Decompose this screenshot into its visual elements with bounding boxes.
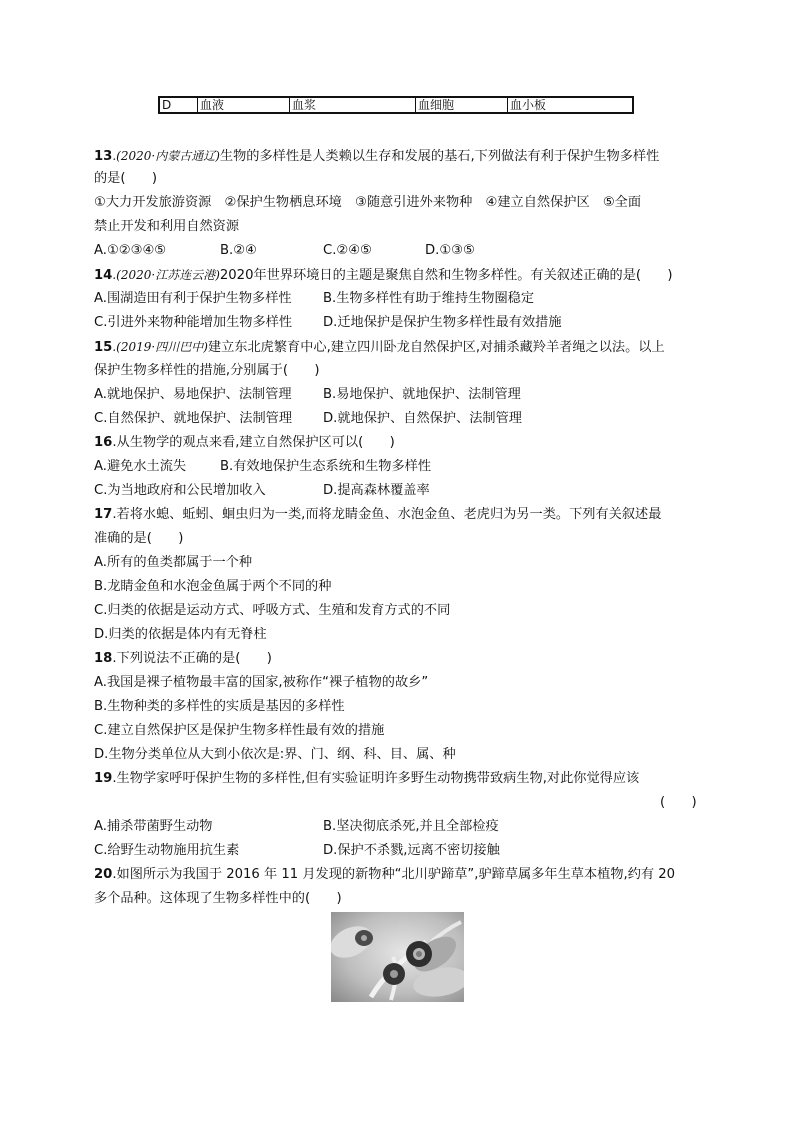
plant-photo-graphic (331, 912, 464, 1002)
option-c[interactable]: C.自然保护、就地保护、法制管理 (94, 411, 293, 426)
question-number: 19 (94, 771, 113, 786)
stem-text: 生物的多样性是人类赖以生存和发展的基石,下列做法有利于保护生物多样性 (219, 149, 660, 164)
option-a[interactable]: A.捕杀带菌野生动物 (94, 819, 213, 834)
option-b[interactable]: B.生物种类的多样性的实质是基因的多样性 (94, 699, 345, 714)
question-15-stem-cont: 保护生物多样性的措施,分别属于( ) (94, 363, 320, 378)
plant-photo (331, 912, 464, 1002)
stem-text: .若将水螅、蚯蚓、蛔虫归为一类,而将龙睛金鱼、水泡金鱼、老虎归为另一类。下列有关叙述最 (112, 507, 662, 522)
question-13-stem (94, 146, 659, 167)
answer-table-row (158, 96, 634, 114)
question-number: 14 (94, 268, 113, 283)
table-cell: D (160, 98, 198, 112)
stem-text: .生物学家呼吁保护生物的多样性,但有实验证明许多野生动物携带致病生物,对此你觉得应该 (112, 771, 640, 786)
option-c[interactable]: C.②④⑤ (323, 243, 372, 258)
option-c[interactable]: C.引进外来物种能增加生物多样性 (94, 315, 293, 330)
stem-text: .下列说法不正确的是( ) (112, 651, 272, 666)
table-cell: 血浆 (290, 98, 416, 112)
question-source: .(2019·四川巴中) (112, 340, 208, 354)
option-b[interactable]: B.②④ (220, 243, 257, 258)
stem-text: 2020年世界环境日的主题是聚焦自然和生物多样性。有关叙述正确的是( ) (219, 268, 673, 283)
table-cell: 血液 (198, 98, 290, 112)
question-17-stem-cont: 准确的是( ) (94, 531, 184, 546)
option-c[interactable]: C.归类的依据是运动方式、呼吸方式、生殖和发育方式的不同 (94, 603, 451, 618)
option-a[interactable]: A.①②③④⑤ (94, 243, 167, 258)
stem-text: 建立东北虎繁育中心,建立四川卧龙自然保护区,对捕杀藏羚羊者绳之以法。以上 (207, 340, 665, 355)
question-15-stem (94, 337, 665, 358)
answer-paren: ( ) (660, 795, 697, 810)
question-number: 20 (94, 867, 113, 882)
question-19-stem (94, 769, 639, 789)
option-d[interactable]: D.就地保护、自然保护、法制管理 (323, 411, 522, 426)
stem-text: .如图所示为我国于 2016 年 11 月发现的新物种“北川驴蹄草”,驴蹄草属多年生草本植物,约有 20 (112, 867, 676, 882)
table-cell: 血细胞 (416, 98, 508, 112)
question-16-stem (94, 433, 395, 453)
option-a[interactable]: A.我国是裸子植物最丰富的国家,被称作“裸子植物的故乡” (94, 675, 429, 690)
question-20-stem-cont: 多个品种。这体现了生物多样性中的( ) (94, 891, 342, 906)
option-d[interactable]: D.归类的依据是体内有无脊柱 (94, 627, 267, 642)
question-13-items-cont: 禁止开发和利用自然资源 (94, 219, 240, 234)
option-b[interactable]: B.有效地保护生态系统和生物多样性 (220, 459, 432, 474)
option-d[interactable]: D.迁地保护是保护生物多样性最有效措施 (323, 315, 562, 330)
question-number: 13 (94, 149, 113, 164)
question-13-stem-cont: 的是( ) (94, 171, 158, 186)
option-c[interactable]: C.给野生动物施用抗生素 (94, 843, 240, 858)
option-a[interactable]: A.所有的鱼类都属于一个种 (94, 555, 253, 570)
question-number: 18 (94, 651, 113, 666)
question-14-stem (94, 265, 673, 286)
question-18-stem (94, 649, 272, 669)
table-cell: 血小板 (510, 98, 547, 112)
option-c[interactable]: C.为当地政府和公民增加收入 (94, 483, 266, 498)
question-17-stem (94, 505, 661, 525)
question-number: 16 (94, 435, 113, 450)
option-a[interactable]: A.围湖造田有利于保护生物多样性 (94, 291, 292, 306)
question-20-stem (94, 865, 675, 885)
option-c[interactable]: C.建立自然保护区是保护生物多样性最有效的措施 (94, 723, 385, 738)
option-d[interactable]: D.保护不杀戮,远离不密切接触 (323, 843, 500, 858)
option-b[interactable]: B.龙睛金鱼和水泡金鱼属于两个不同的种 (94, 579, 332, 594)
question-source: .(2020·江苏连云港) (112, 268, 220, 282)
option-b[interactable]: B.易地保护、就地保护、法制管理 (323, 387, 521, 402)
option-b[interactable]: B.生物多样性有助于维持生物圈稳定 (323, 291, 535, 306)
option-b[interactable]: B.坚决彻底杀死,并且全部检疫 (323, 819, 499, 834)
option-d[interactable]: D.提高森林覆盖率 (323, 483, 430, 498)
option-d[interactable]: D.生物分类单位从大到小依次是:界、门、纲、科、目、属、种 (94, 747, 456, 762)
stem-text: .从生物学的观点来看,建立自然保护区可以( ) (112, 435, 395, 450)
question-number: 15 (94, 340, 113, 355)
option-d[interactable]: D.①③⑤ (425, 243, 475, 258)
question-number: 17 (94, 507, 113, 522)
option-a[interactable]: A.避免水土流失 (94, 459, 187, 474)
question-13-items: ①大力开发旅游资源 ②保护生物栖息环境 ③随意引进外来物种 ④建立自然保护区 ⑤全面 (94, 195, 642, 210)
question-source: .(2020·内蒙古通辽) (112, 149, 220, 163)
option-a[interactable]: A.就地保护、易地保护、法制管理 (94, 387, 292, 402)
